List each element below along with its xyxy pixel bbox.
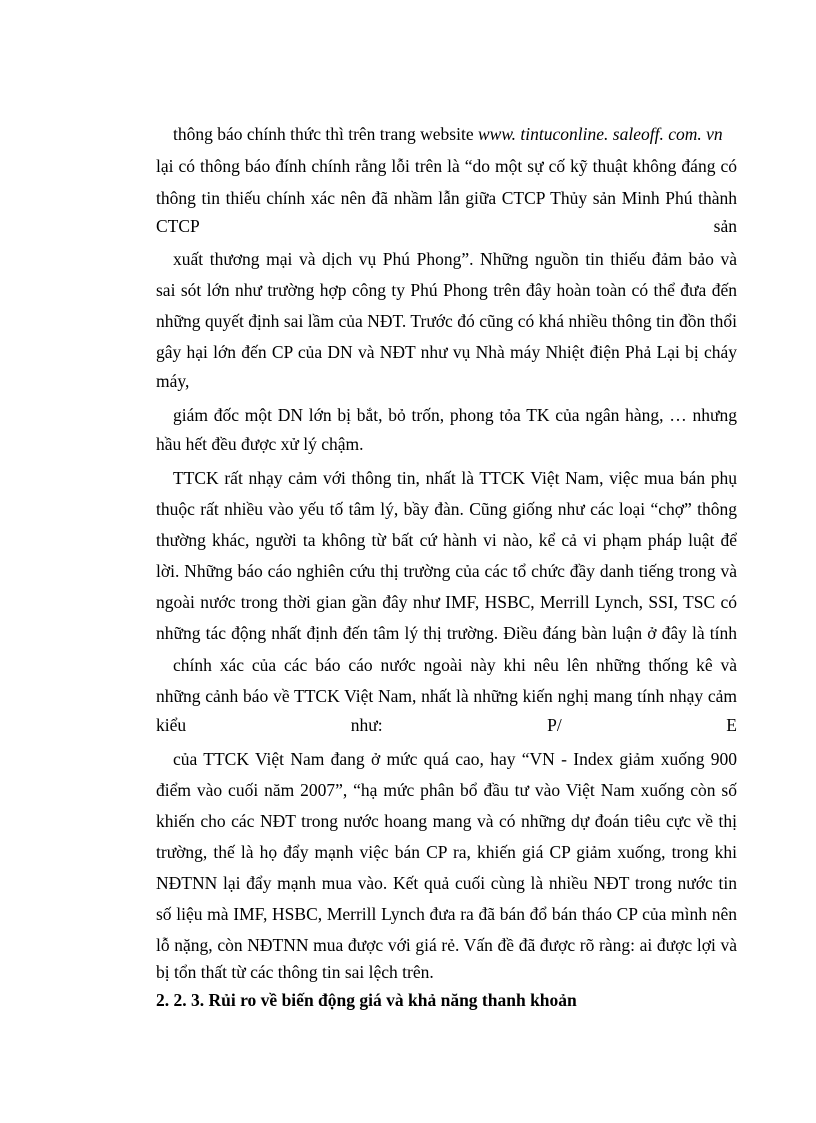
text-line: giám đốc một DN lớn bị bắt, bỏ trốn, phong tỏa TK của ngân hàng, … nhưng [173,405,737,425]
text-span: sản [713,216,737,236]
text-line: thông tin thiếu chính xác nên đã nhầm lẫn giữa CTCP Thủy sản Minh Phú thành [156,188,737,208]
website-url: www. tintuconline. saleoff. com. vn [477,124,723,144]
text-span: như: [350,715,383,735]
text-line: lỗ nặng, còn NĐTNN mua được với giá rẻ. Vấn đề đã được rõ ràng: ai được lợi và [156,935,737,955]
text-line: NĐTNN lại đẩy mạnh mua vào. Kết quả cuối cùng là nhiều NĐT trong nước tin [156,873,737,893]
text-line: những cảnh báo về TTCK Việt Nam, nhất là những kiến nghị mang tính nhạy cảm [156,686,737,706]
text-line: bị tổn thất từ các thông tin sai lệch trên. [156,962,434,982]
text-line: điểm vào cuối năm 2007”, “hạ mức phân bổ đầu tư vào Việt Nam xuống còn số [156,780,737,800]
text-line: thường khác, người ta không từ bất cứ hành vi nào, kể cả vi phạm pháp luật để [156,530,737,550]
text-line [173,122,737,146]
text-line: sai sót lớn như trường hợp công ty Phú Phong trên đây hoàn toàn có thể đưa đến [156,280,737,300]
text-line: số liệu mà IMF, HSBC, Merrill Lynch đưa ra đã bán đổ bán tháo CP của mình nên [156,904,737,924]
text-line: của TTCK Việt Nam đang ở mức quá cao, hay “VN - Index giảm xuống 900 [173,749,737,769]
text-line: TTCK rất nhạy cảm với thông tin, nhất là TTCK Việt Nam, việc mua bán phụ [173,468,737,488]
text-span: CTCP [156,216,200,236]
text-line: xuất thương mại và dịch vụ Phú Phong”. Những nguồn tin thiếu đảm bảo và [173,249,737,269]
text-line: những tác động nhất định đến tâm lý thị trường. Điều đáng bàn luận ở đây là tính [156,623,737,643]
text-line: máy, [156,371,190,391]
text-span: kiểu [156,715,187,735]
text-span: thông báo chính thức thì trên trang website [173,124,478,144]
text-line: lời. Những báo cáo nghiên cứu thị trường của các tổ chức đầy danh tiếng trong và [156,561,737,581]
text-line: khiến cho các NĐT trong nước hoang mang và có những dự đoán tiêu cực về thị [156,811,737,831]
text-line: gây hại lớn đến CP của DN và NĐT như vụ Nhà máy Nhiệt điện Phả Lại bị cháy [156,342,737,362]
text-line: những quyết định sai lầm của NĐT. Trước đó cũng có khá nhiều thông tin đồn thổi [156,311,737,331]
text-span: P/ [547,715,562,735]
text-line [156,214,737,238]
section-heading: 2. 2. 3. Rủi ro về biến động giá và khả năng thanh khoản [156,990,577,1010]
text-line: hầu hết đều được xử lý chậm. [156,434,364,454]
text-line: chính xác của các báo cáo nước ngoài này khi nêu lên những thống kê và [173,655,737,675]
text-span: E [726,715,737,735]
text-line [156,713,737,737]
text-line: lại có thông báo đính chính rằng lỗi trên là “do một sự cố kỹ thuật không đáng có [156,156,737,176]
text-line: thuộc rất nhiều vào yếu tố tâm lý, bầy đàn. Cũng giống như các loại “chợ” thông [156,499,737,519]
text-line: ngoài nước trong thời gian gần đây như IMF, HSBC, Merrill Lynch, SSI, TSC có [156,592,737,612]
text-line: trường, thế là họ đẩy mạnh việc bán CP ra, khiến giá CP giảm xuống, trong khi [156,842,737,862]
